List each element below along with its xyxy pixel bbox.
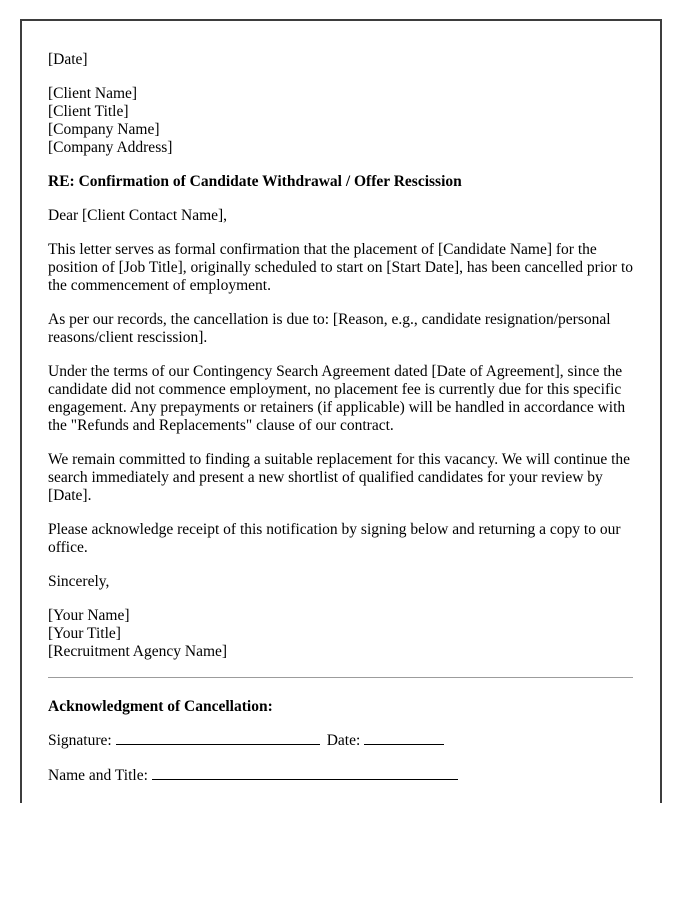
signature-label: Signature: [48, 732, 112, 749]
date-label: Date: [326, 732, 361, 749]
sender-signature-block [48, 607, 633, 661]
name-title-label: Name and Title: [48, 767, 148, 784]
letter-page [20, 19, 662, 803]
body-paragraph-replacement: We remain committed to finding a suitable replacement for this vacancy. We will continue the search immediately and present a new shortlist of qualified candidates for your review by [Date]. [48, 451, 631, 504]
sender-agency-line: [Recruitment Agency Name] [48, 643, 228, 660]
recipient-title-line: [Client Title] [48, 103, 129, 120]
signature-blank-line [116, 732, 320, 745]
recipient-company-line: [Company Name] [48, 121, 160, 138]
letter-date-placeholder: [Date] [48, 51, 88, 68]
recipient-address-block [48, 85, 633, 157]
body-paragraph-acknowledge-request: Please acknowledge receipt of this notification by signing below and returning a copy to our office. [48, 521, 621, 556]
signature-date-row [48, 732, 633, 750]
salutation: Dear [Client Contact Name], [48, 207, 228, 224]
sender-name-line: [Your Name] [48, 607, 130, 624]
body-paragraph-reason: As per our records, the cancellation is due to: [Reason, e.g., candidate resignation/personal reasons/client rescission]. [48, 311, 611, 346]
subject-line: RE: Confirmation of Candidate Withdrawal / Offer Rescission [48, 173, 462, 190]
recipient-company-address-line: [Company Address] [48, 139, 173, 156]
name-title-row [48, 767, 633, 785]
date-blank-line [364, 732, 444, 745]
acknowledgment-heading: Acknowledgment of Cancellation: [48, 698, 273, 715]
sender-title-line: [Your Title] [48, 625, 121, 642]
body-paragraph-confirmation: This letter serves as formal confirmation that the placement of [Candidate Name] for the position of [Job Title], originally scheduled to start on [Start Date], has been cancelled prior to the commencement of employment. [48, 241, 633, 294]
name-title-blank-line [152, 767, 458, 780]
recipient-name-line: [Client Name] [48, 85, 138, 102]
body-paragraph-fee-terms: Under the terms of our Contingency Search Agreement dated [Date of Agreement], since the candidate did not commence employment, no placement fee is currently due for this specific engagement. Any prepayments or retainers (if applicable) will be handled in accordance with the "Refunds and Replacements" clause of our contract. [48, 363, 626, 434]
closing: Sincerely, [48, 573, 110, 590]
section-divider [48, 677, 633, 678]
